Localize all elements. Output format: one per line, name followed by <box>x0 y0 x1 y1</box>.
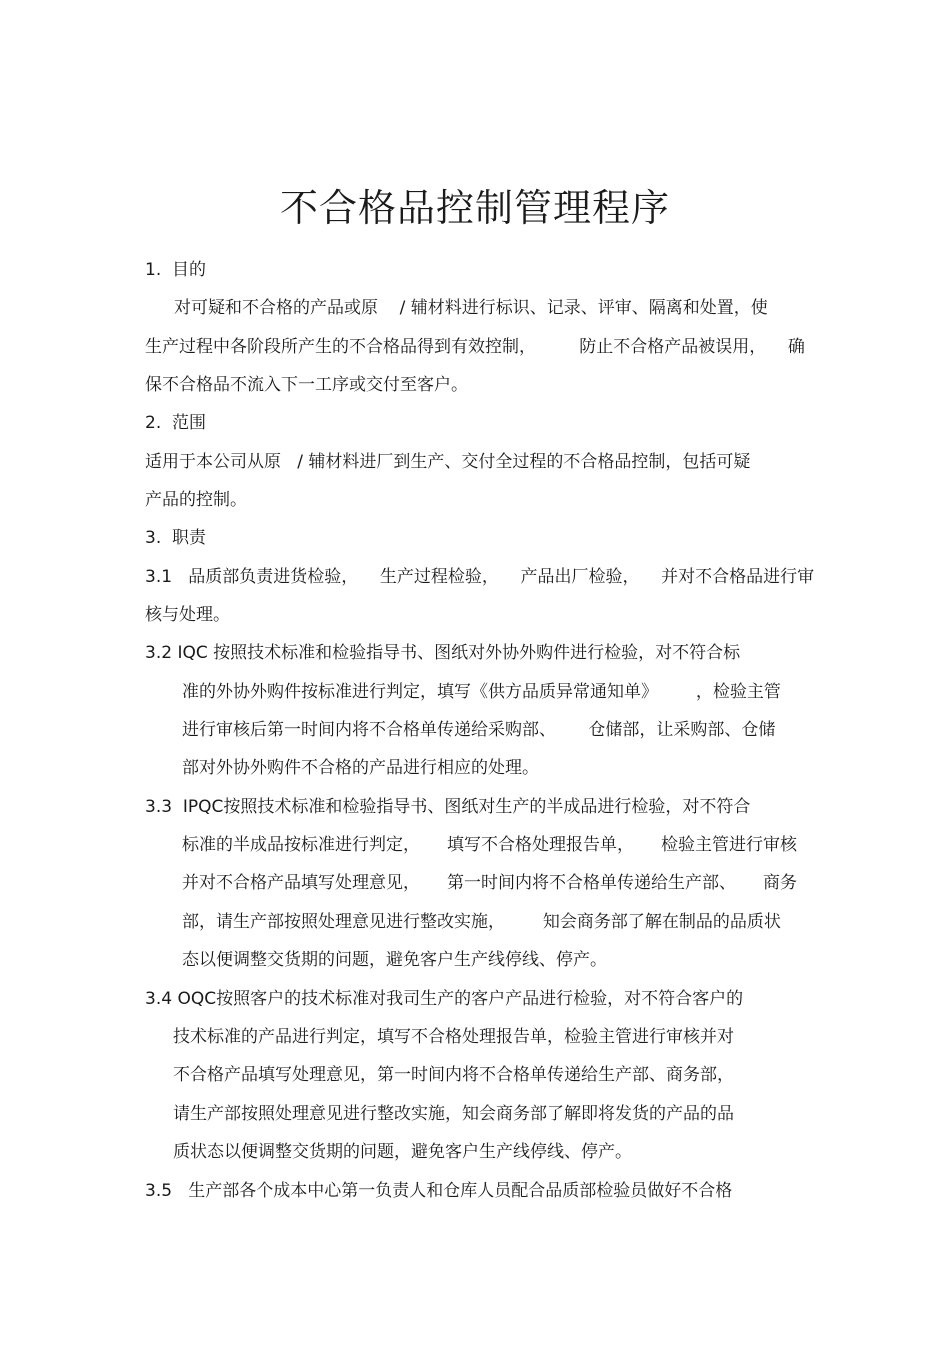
clause-3-3-line-4: 部，请生产部按照处理意见进行整改实施， 知会商务部了解在制品的品质状 <box>182 912 781 932</box>
clause-3-2-line-3: 进行审核后第一时间内将不合格单传递给采购部、 仓储部，让采购部、仓储 <box>182 720 776 740</box>
clause-3-4-line-3: 不合格产品填写处理意见，第一时间内将不合格单传递给生产部、商务部， <box>173 1065 734 1085</box>
section-heading-scope: 2. 范围 <box>145 413 207 433</box>
clause-3-4-line-2: 技术标准的产品进行判定，填写不合格处理报告单，检验主管进行审核并对 <box>173 1027 734 1047</box>
section-heading-purpose: 1. 目的 <box>145 260 207 280</box>
clause-3-3-line-3: 并对不合格产品填写处理意见， 第一时间内将不合格单传递给生产部、 商务 <box>182 873 798 893</box>
clause-3-5-line-1: 3.5 生产部各个成本中心第一负责人和仓库人员配合品质部检验员做好不合格 <box>145 1181 733 1201</box>
clause-3-4-line-4: 请生产部按照处理意见进行整改实施，知会商务部了解即将发货的产品的品 <box>173 1104 734 1124</box>
clause-3-3-line-5: 态以便调整交货期的问题，避免客户生产线停线、停产。 <box>182 950 607 970</box>
section-heading-responsibility: 3. 职责 <box>145 528 207 548</box>
purpose-line-3: 保不合格品不流入下一工序或交付至客户。 <box>145 375 468 395</box>
purpose-line-2: 生产过程中各阶段所产生的不合格品得到有效控制， 防止不合格产品被误用， 确 <box>145 337 805 357</box>
clause-3-3-line-1: 3.3 IPQC按照技术标准和检验指导书、图纸对生产的半成品进行检验，对不符合 <box>145 797 751 817</box>
purpose-line-1: 对可疑和不合格的产品或原 / 辅材料进行标识、记录、评审、隔离和处置，使 <box>174 298 768 318</box>
clause-3-3-line-2: 标准的半成品按标准进行判定， 填写不合格处理报告单， 检验主管进行审核 <box>182 835 798 855</box>
clause-3-2-line-4: 部对外协外购件不合格的产品进行相应的处理。 <box>182 758 539 778</box>
clause-3-1-line-2: 核与处理。 <box>145 605 230 625</box>
document-title: 不合格品控制管理程序 <box>279 186 670 231</box>
scope-line-2: 产品的控制。 <box>145 490 247 510</box>
clause-3-4-line-5: 质状态以便调整交货期的问题，避免客户生产线停线、停产。 <box>173 1142 632 1162</box>
clause-3-1-line-1: 3.1 品质部负责进货检验， 生产过程检验， 产品出厂检验， 并对不合格品进行审 <box>145 567 815 587</box>
clause-3-2-line-2: 准的外协外购件按标准进行判定，填写《供方品质异常通知单》 ，检验主管 <box>182 682 781 702</box>
clause-3-4-line-1: 3.4 OQC按照客户的技术标准对我司生产的客户产品进行检验，对不符合客户的 <box>145 989 744 1009</box>
clause-3-2-line-1: 3.2 IQC 按照技术标准和检验指导书、图纸对外协外购件进行检验，对不符合标 <box>145 643 741 663</box>
scope-line-1: 适用于本公司从原 / 辅材料进厂到生产、交付全过程的不合格品控制，包括可疑 <box>145 452 751 472</box>
